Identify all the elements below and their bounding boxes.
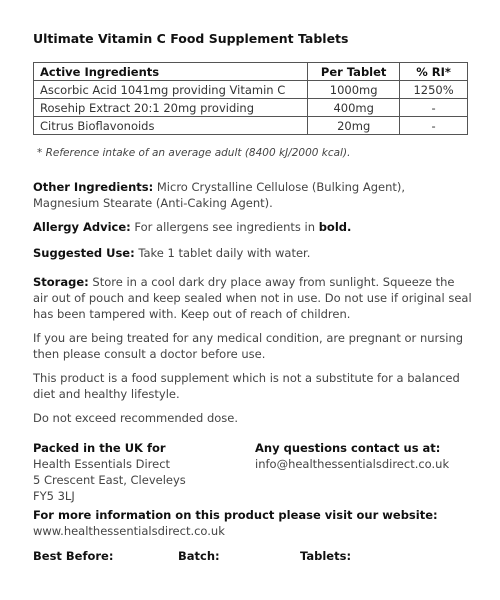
- table-header-row: [34, 63, 468, 81]
- packed-address: 5 Crescent East, Cleveleys: [33, 473, 186, 487]
- suggested-use-section: [33, 245, 473, 261]
- ingredient-amount: 20mg: [308, 117, 400, 135]
- storage-text: Store in a cool dark dry place away from sunlight. Squeeze the air out of pouch and keep sealed when not in use. Do not use if original seal has been tampered with. Keep out of reach of children.: [33, 275, 472, 321]
- ingredient-name: Rosehip Extract 20:1 20mg providing: [34, 99, 308, 117]
- website-heading: For more information on this product please visit our website:: [33, 508, 438, 522]
- product-title: Ultimate Vitamin C Food Supplement Tablets: [33, 31, 349, 46]
- medical-advice: If you are being treated for any medical condition, are pregnant or nursing then please consult a doctor before use.: [33, 331, 464, 361]
- ingredient-name: Ascorbic Acid 1041mg providing Vitamin C: [34, 81, 308, 99]
- header-ri: % RI*: [400, 63, 468, 81]
- packed-company: Health Essentials Direct: [33, 457, 171, 471]
- contact-email: info@healthessentialsdirect.co.uk: [255, 457, 450, 471]
- allergy-advice-section: [33, 219, 473, 235]
- other-ingredients-section: [33, 179, 473, 211]
- packed-for-block: [33, 440, 186, 504]
- tablets-label: Tablets:: [300, 549, 352, 563]
- table-row: [34, 81, 468, 99]
- website-url: www.healthessentialsdirect.co.uk: [33, 524, 225, 538]
- header-per-tablet: Per Tablet: [308, 63, 400, 81]
- ingredient-ri: 1250%: [400, 81, 468, 99]
- ingredient-amount: 1000mg: [308, 81, 400, 99]
- ingredient-ri: -: [400, 117, 468, 135]
- nutrition-table: [33, 62, 468, 135]
- reference-intake-footnote: * Reference intake of an average adult (8400 kJ/2000 kcal).: [37, 147, 351, 159]
- contact-heading: Any questions contact us at:: [255, 441, 441, 455]
- batch-label: Batch:: [178, 549, 220, 563]
- header-active-ingredients: Active Ingredients: [34, 63, 308, 81]
- suggested-use-label: Suggested Use:: [33, 246, 135, 260]
- storage-label: Storage:: [33, 275, 89, 289]
- allergy-advice-text: For allergens see ingredients in: [130, 220, 319, 234]
- other-ingredients-label: Other Ingredients:: [33, 180, 154, 194]
- allergy-advice-label: Allergy Advice:: [33, 220, 131, 234]
- ingredient-ri: -: [400, 99, 468, 117]
- storage-section: [33, 274, 473, 322]
- ingredient-amount: 400mg: [308, 99, 400, 117]
- other-ingredients-text: Micro Crystalline Cellulose (Bulking Agent), Magnesium Stearate (Anti-Caking Agent).: [33, 180, 406, 210]
- packed-postcode: FY5 3LJ: [33, 489, 75, 503]
- food-supplement-note: This product is a food supplement which is not a substitute for a balanced diet and healthy lifestyle.: [33, 371, 460, 401]
- dose-warning: Do not exceed recommended dose.: [33, 411, 239, 425]
- suggested-use-text: Take 1 tablet daily with water.: [134, 246, 311, 260]
- allergy-advice-bold: bold.: [318, 220, 352, 234]
- table-row: [34, 117, 468, 135]
- packed-heading: Packed in the UK for: [33, 441, 166, 455]
- best-before-label: Best Before:: [33, 549, 114, 563]
- ingredient-name: Citrus Bioflavonoids: [34, 117, 308, 135]
- table-row: [34, 99, 468, 117]
- contact-block: [255, 440, 449, 472]
